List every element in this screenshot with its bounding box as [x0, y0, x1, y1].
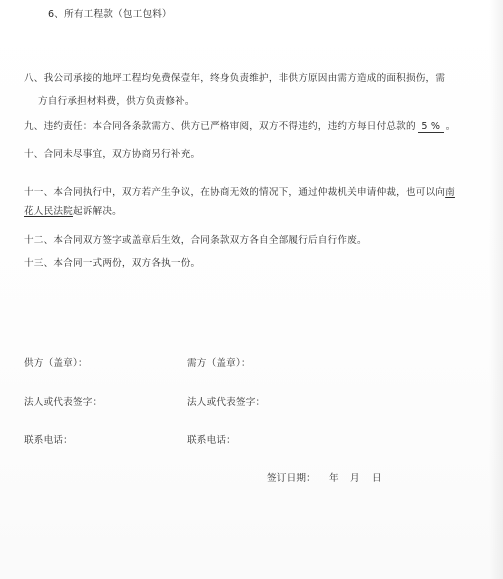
- clause-12: [24, 235, 367, 247]
- buyer-rep-label: 法人或代表签字：: [187, 397, 266, 408]
- clause-11-text-1: 十一、本合同执行中，双方若产生争议，在协商无效的情况下，通过仲裁机关申请仲裁，也可以向: [24, 187, 446, 198]
- sign-date-month: 月: [350, 473, 360, 484]
- clause-13: [24, 258, 200, 270]
- clause-11-text-2: 起诉解决。: [72, 206, 122, 217]
- clause-11-line2: [24, 206, 122, 218]
- buyer-seal-label: 需方（盖章）：: [187, 358, 251, 369]
- clause-8-text-2: 方自行承担材料费，供方负责修补。: [38, 96, 195, 107]
- clause-10: [24, 149, 200, 161]
- clause-11-line1: [24, 187, 455, 199]
- clause-9-suffix: 。: [445, 121, 456, 132]
- scan-edge-shadow: [489, 0, 503, 579]
- clause-6: [48, 9, 172, 21]
- court-name-part1: 南: [445, 187, 455, 198]
- clause-9-text: 九、违约责任：本合同各条款需方、供方已严格审阅，双方不得违约，违约方每日付总款的: [24, 121, 416, 132]
- court-name-part2: 花人民法院: [24, 206, 73, 217]
- clause-10-text: 十、合同未尽事宜，双方协商另行补充。: [24, 149, 201, 160]
- sign-date-year: 年: [329, 473, 339, 484]
- clause-13-text: 十三、本合同一式两份，双方各执一份。: [24, 258, 201, 269]
- buyer-phone-label: 联系电话：: [187, 435, 236, 446]
- supplier-phone-label: 联系电话：: [24, 435, 73, 446]
- sign-date-label: 签订日期：: [267, 473, 316, 484]
- clause-12-text: 十二、本合同双方签字或盖章后生效，合同条款双方各自全部履行后自行作废。: [24, 235, 367, 246]
- clause-8-text-1: 八、我公司承接的地坪工程均免费保壹年，终身负责维护，非供方原因由需方造成的面积损伤，需: [24, 73, 446, 84]
- clause-8-line1: [24, 73, 445, 85]
- supplier-seal-label: 供方（盖章）：: [24, 358, 88, 369]
- supplier-rep-label: 法人或代表签字：: [24, 397, 103, 408]
- clause-8-line2: [38, 96, 195, 108]
- clause-9: [24, 121, 456, 133]
- clause-6-text: 6、所有工程款（包工包料）: [48, 9, 172, 20]
- penalty-percent: 5 %: [418, 121, 444, 133]
- sign-date-day: 日: [372, 473, 382, 484]
